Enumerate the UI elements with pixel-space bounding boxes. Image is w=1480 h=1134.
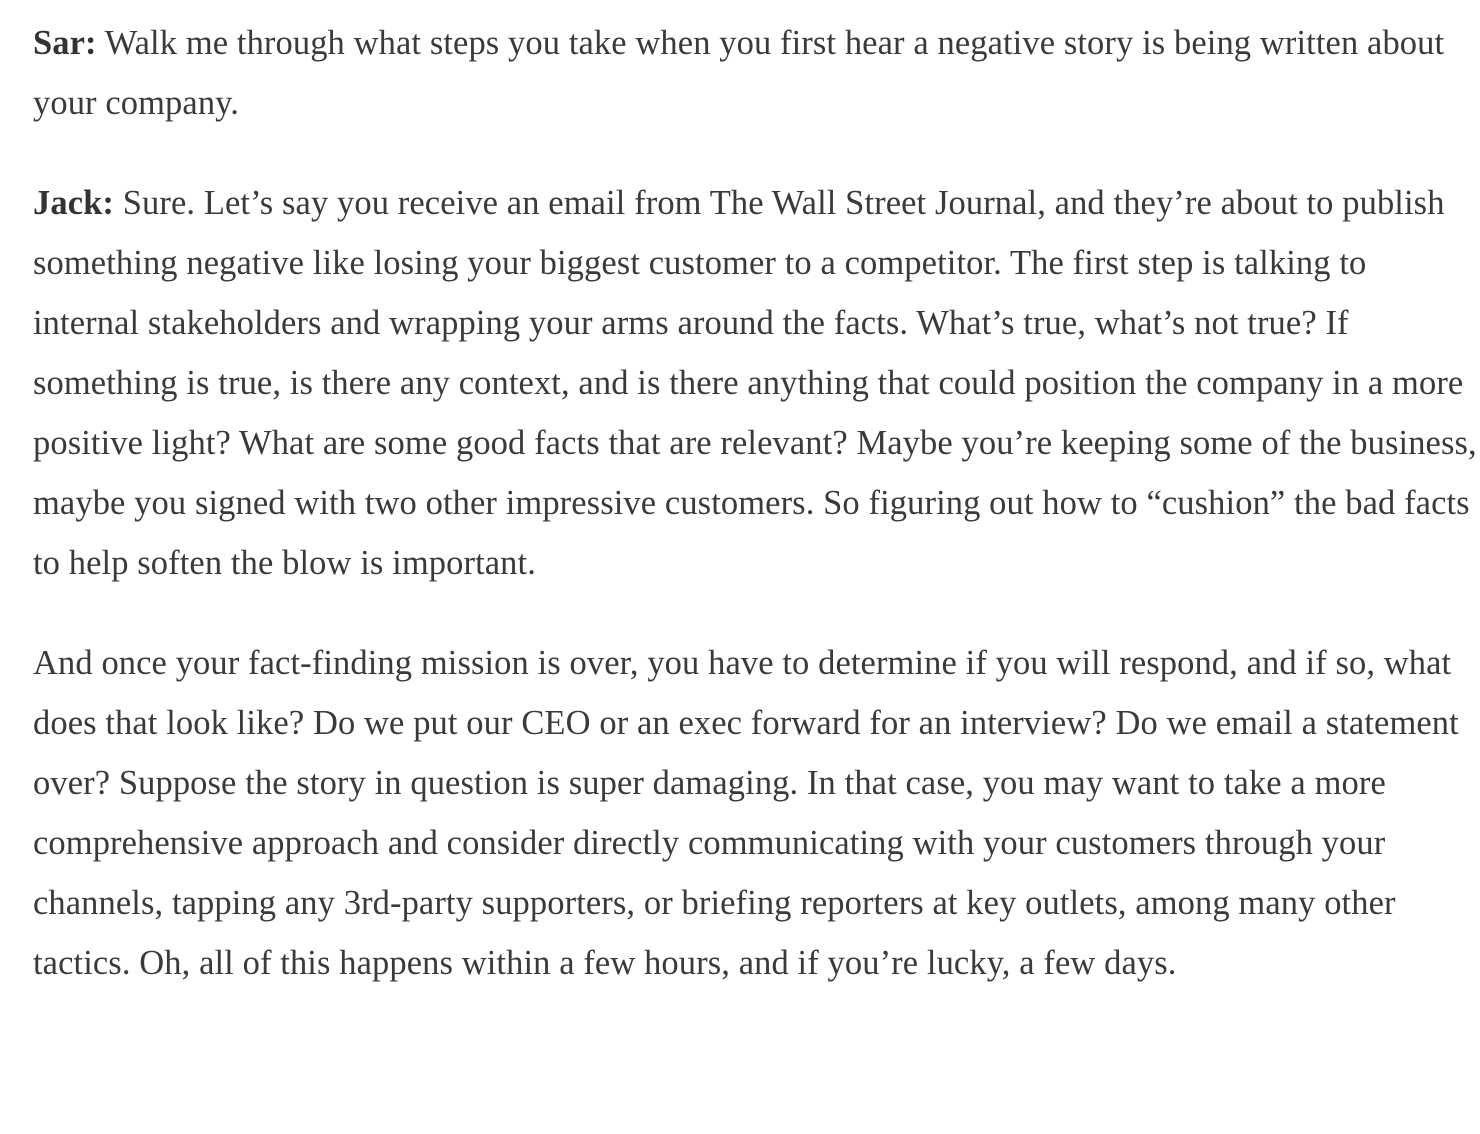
speaker-name: Sar: [33, 24, 97, 62]
speaker-name: Jack: [33, 184, 114, 222]
paragraph-text: And once your fact-finding mission is over, you have to determine if you will respond, and if so, what does that look like? Do we put our CEO or an exec forward for an interview? Do we email a statement over? Suppose the story in question is super damaging. In that case, you may want to take a more comprehensive approach and consider directly communicating with your customers through your channels, tapping any 3rd-party supporters, or briefing reporters at key outlets, among many other tactics. Oh, all of this happens within a few hours, and if you’re lucky, a few days. [33, 644, 1459, 982]
paragraph-jack-answer [33, 173, 1477, 593]
paragraph-text: Walk me through what steps you take when you first hear a negative story is being written about your company. [33, 24, 1445, 122]
paragraph-text: Sure. Let’s say you receive an email from The Wall Street Journal, and they’re about to publish something negative like losing your biggest customer to a competitor. The first step is talking to internal stakeholders and wrapping your arms around the facts. What’s true, what’s not true? If something is true, is there any context, and is there anything that could position the company in a more positive light? What are some good facts that are relevant? Maybe you’re keeping some of the business, maybe you signed with two other impressive customers. So figuring out how to “cushion” the bad facts to help soften the blow is important. [33, 184, 1477, 582]
paragraph-sar-question [33, 13, 1477, 133]
interview-article [33, 13, 1477, 1033]
paragraph-jack-continued [33, 633, 1477, 993]
